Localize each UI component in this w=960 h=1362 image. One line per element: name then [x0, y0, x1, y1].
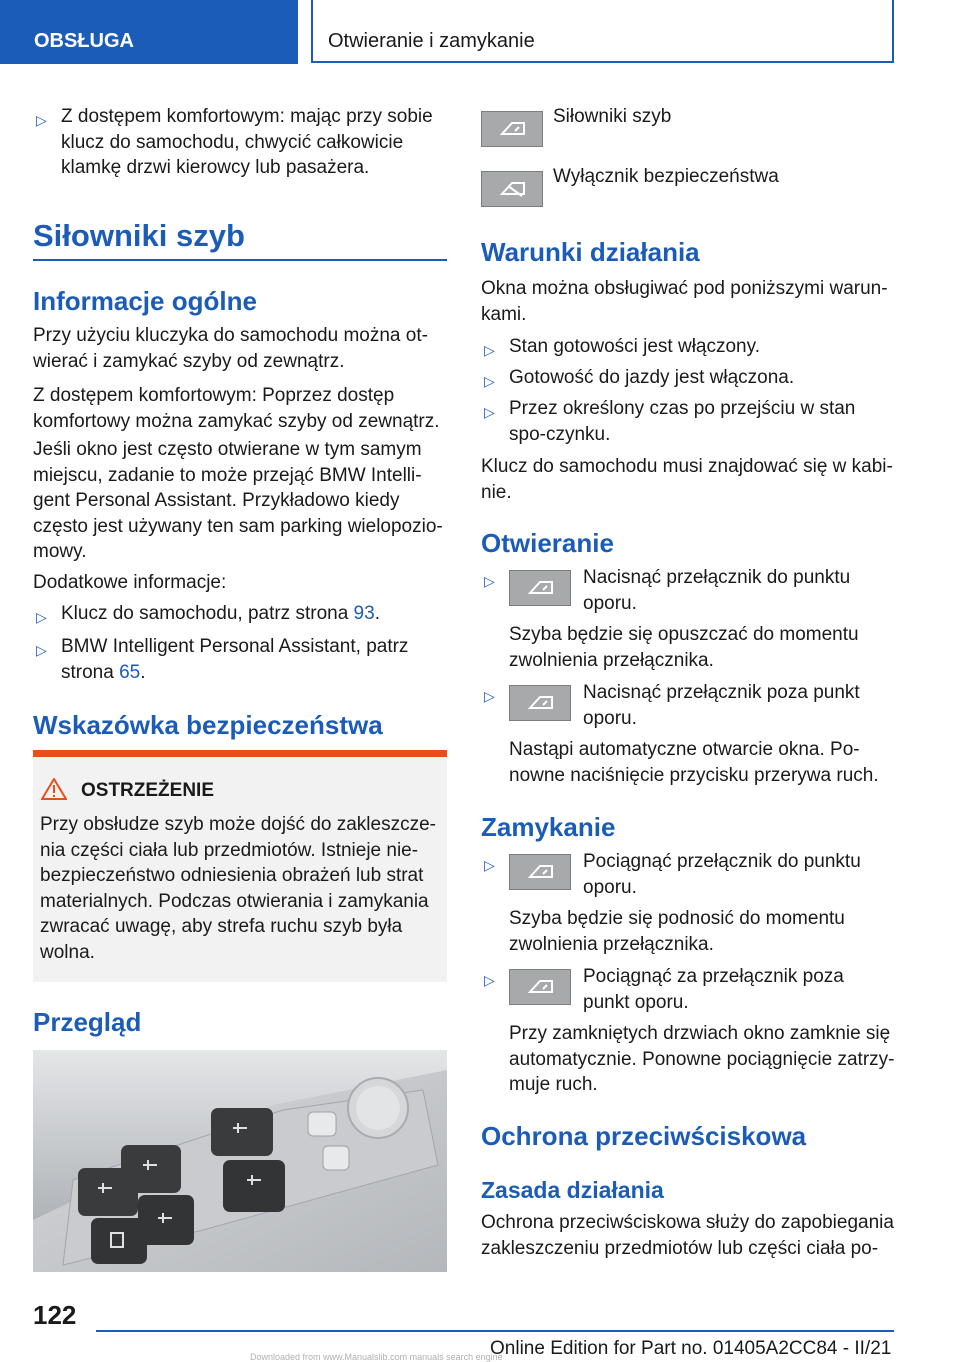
heading-safety: Wskazówka bezpieczeństwa — [33, 710, 383, 740]
warning-box — [33, 750, 447, 982]
legend-window-lifts: Siłowniki szyb — [553, 106, 672, 127]
opening-step: Nacisnąć przełącznik do punktu oporu. — [583, 567, 851, 614]
footer-rule — [96, 1330, 894, 1332]
heading-general-info: Informacje ogólne — [33, 286, 257, 316]
bullet-triangle-icon: ▷ — [484, 573, 495, 589]
section-heading-window-lifts: Siłowniki szyb — [33, 218, 245, 253]
bullet-text: BMW Intelligent Personal Assistant, patrz strona — [61, 636, 409, 683]
heading-pinch-protection: Ochrona przeciwściskowa — [481, 1121, 807, 1151]
opening-step: Nacisnąć przełącznik poza punkt oporu. — [583, 682, 860, 729]
opening-result: Nastąpi automatyczne otwarcie okna. Po-nowne naciśnięcie przycisku przerywa ruch. — [509, 739, 879, 786]
paragraph: Dodatkowe informacje: — [33, 572, 227, 593]
heading-overview: Przegląd — [33, 1007, 142, 1037]
closing-result: Przy zamkniętych drzwiach okno zamknie się automatycznie. Ponowne pociągnięcie zatrzy-muje ruch. — [509, 1023, 895, 1095]
bullet-triangle-icon: ▷ — [484, 404, 495, 420]
bullet-triangle-icon: ▷ — [36, 609, 47, 625]
bullet-assistant-reference: BMW Intelligent Personal Assistant, patrz strona 65. — [61, 636, 409, 683]
bullet-triangle-icon: ▷ — [484, 373, 495, 389]
page-link-65[interactable]: 65 — [119, 661, 141, 683]
window-switch-icon — [509, 685, 571, 721]
paragraph: Z dostępem komfortowym: Poprzez dostęp komfortowy można zamykać szyby od zewnątrz. — [33, 385, 440, 432]
heading-closing: Zamykanie — [481, 812, 616, 842]
paragraph: Ochrona przeciwściskowa służy do zapobiegania zakleszczeniu przedmiotów lub części ciała po- — [481, 1212, 894, 1259]
intro-bullet: Z dostępem komfortowym: mając przy sobie klucz do samochodu, chwycić całkowicie klamkę drzwi kierowcy lub pasażera. — [61, 106, 433, 178]
page-number: 122 — [33, 1300, 77, 1330]
warning-title: OSTRZEŻENIE — [81, 780, 215, 801]
window-switch-icon — [509, 969, 571, 1005]
bullet-triangle-icon: ▷ — [484, 342, 495, 358]
bullet-key-reference: Klucz do samochodu, patrz strona 93. — [61, 603, 380, 624]
window-switch-icon — [481, 111, 543, 147]
condition-bullet: Gotowość do jazdy jest włączona. — [509, 367, 795, 388]
paragraph: Okna można obsługiwać pod poniższymi warun-kami. — [481, 278, 888, 325]
chapter-title: Otwieranie i zamykanie — [328, 30, 535, 52]
bullet-triangle-icon: ▷ — [484, 972, 495, 988]
window-switch-icon — [509, 570, 571, 606]
section-tab — [0, 0, 298, 64]
bullet-triangle-icon: ▷ — [36, 642, 47, 658]
opening-result: Szyba będzie się opuszczać do momentu zwolnienia przełącznika. — [509, 624, 859, 671]
condition-bullet: Przez określony czas po przejściu w stan spo-czynku. — [509, 398, 856, 445]
safety-switch-icon — [481, 171, 543, 207]
closing-result: Szyba będzie się podnosić do momentu zwolnienia przełącznika. — [509, 908, 845, 955]
paragraph: Przy użyciu kluczyka do samochodu można ot-wierać i zamykać szyby od zewnątrz. — [33, 325, 428, 372]
warning-bar — [33, 750, 447, 757]
heading-conditions: Warunki działania — [481, 237, 700, 267]
heading-opening: Otwieranie — [481, 528, 614, 558]
window-switch-photo — [33, 1050, 447, 1272]
heading-principle: Zasada działania — [481, 1177, 664, 1203]
bullet-triangle-icon: ▷ — [484, 688, 495, 704]
bullet-text: Klucz do samochodu, patrz strona — [61, 603, 354, 624]
condition-bullet: Stan gotowości jest włączony. — [509, 336, 760, 357]
page-link-93[interactable]: 93 — [353, 603, 375, 624]
closing-step: Pociągnąć za przełącznik poza punkt oporu. — [583, 966, 844, 1013]
chapter-title-box — [311, 0, 894, 63]
watermark: Downloaded from www.Manualslib.com manuals search engine — [250, 1352, 503, 1362]
section-label: OBSŁUGA — [34, 30, 134, 52]
legend-safety-switch: Wyłącznik bezpieczeństwa — [553, 166, 779, 187]
bullet-triangle-icon: ▷ — [484, 857, 495, 873]
window-switch-icon — [509, 854, 571, 890]
heading-rule — [33, 259, 447, 261]
paragraph: Klucz do samochodu musi znajdować się w kabi-nie. — [481, 456, 893, 503]
bullet-triangle-icon: ▷ — [36, 112, 47, 128]
edition-note: Online Edition for Part no. 01405A2CC84 - II/21 — [490, 1338, 892, 1359]
closing-step: Pociągnąć przełącznik do punktu oporu. — [583, 851, 861, 898]
warning-text: Przy obsłudze szyb może dojść do zakleszcze-nia części ciała lub przedmiotów. Istnieje nie-bezpieczeństwo odniesienia obrażeń lub strat materialnych. Podczas otwierania i zamykania zwracać uwagę, aby strefa ruchu szyb była wolna. — [40, 814, 436, 963]
warning-triangle-icon — [41, 778, 67, 800]
paragraph: Jeśli okno jest często otwierane w tym samym miejscu, zadanie to może przejąć BMW Intelli-gent Personal Assistant. Przykładowo kiedy często jest używany ten sam parking wielopozio-mowy. — [33, 439, 443, 562]
